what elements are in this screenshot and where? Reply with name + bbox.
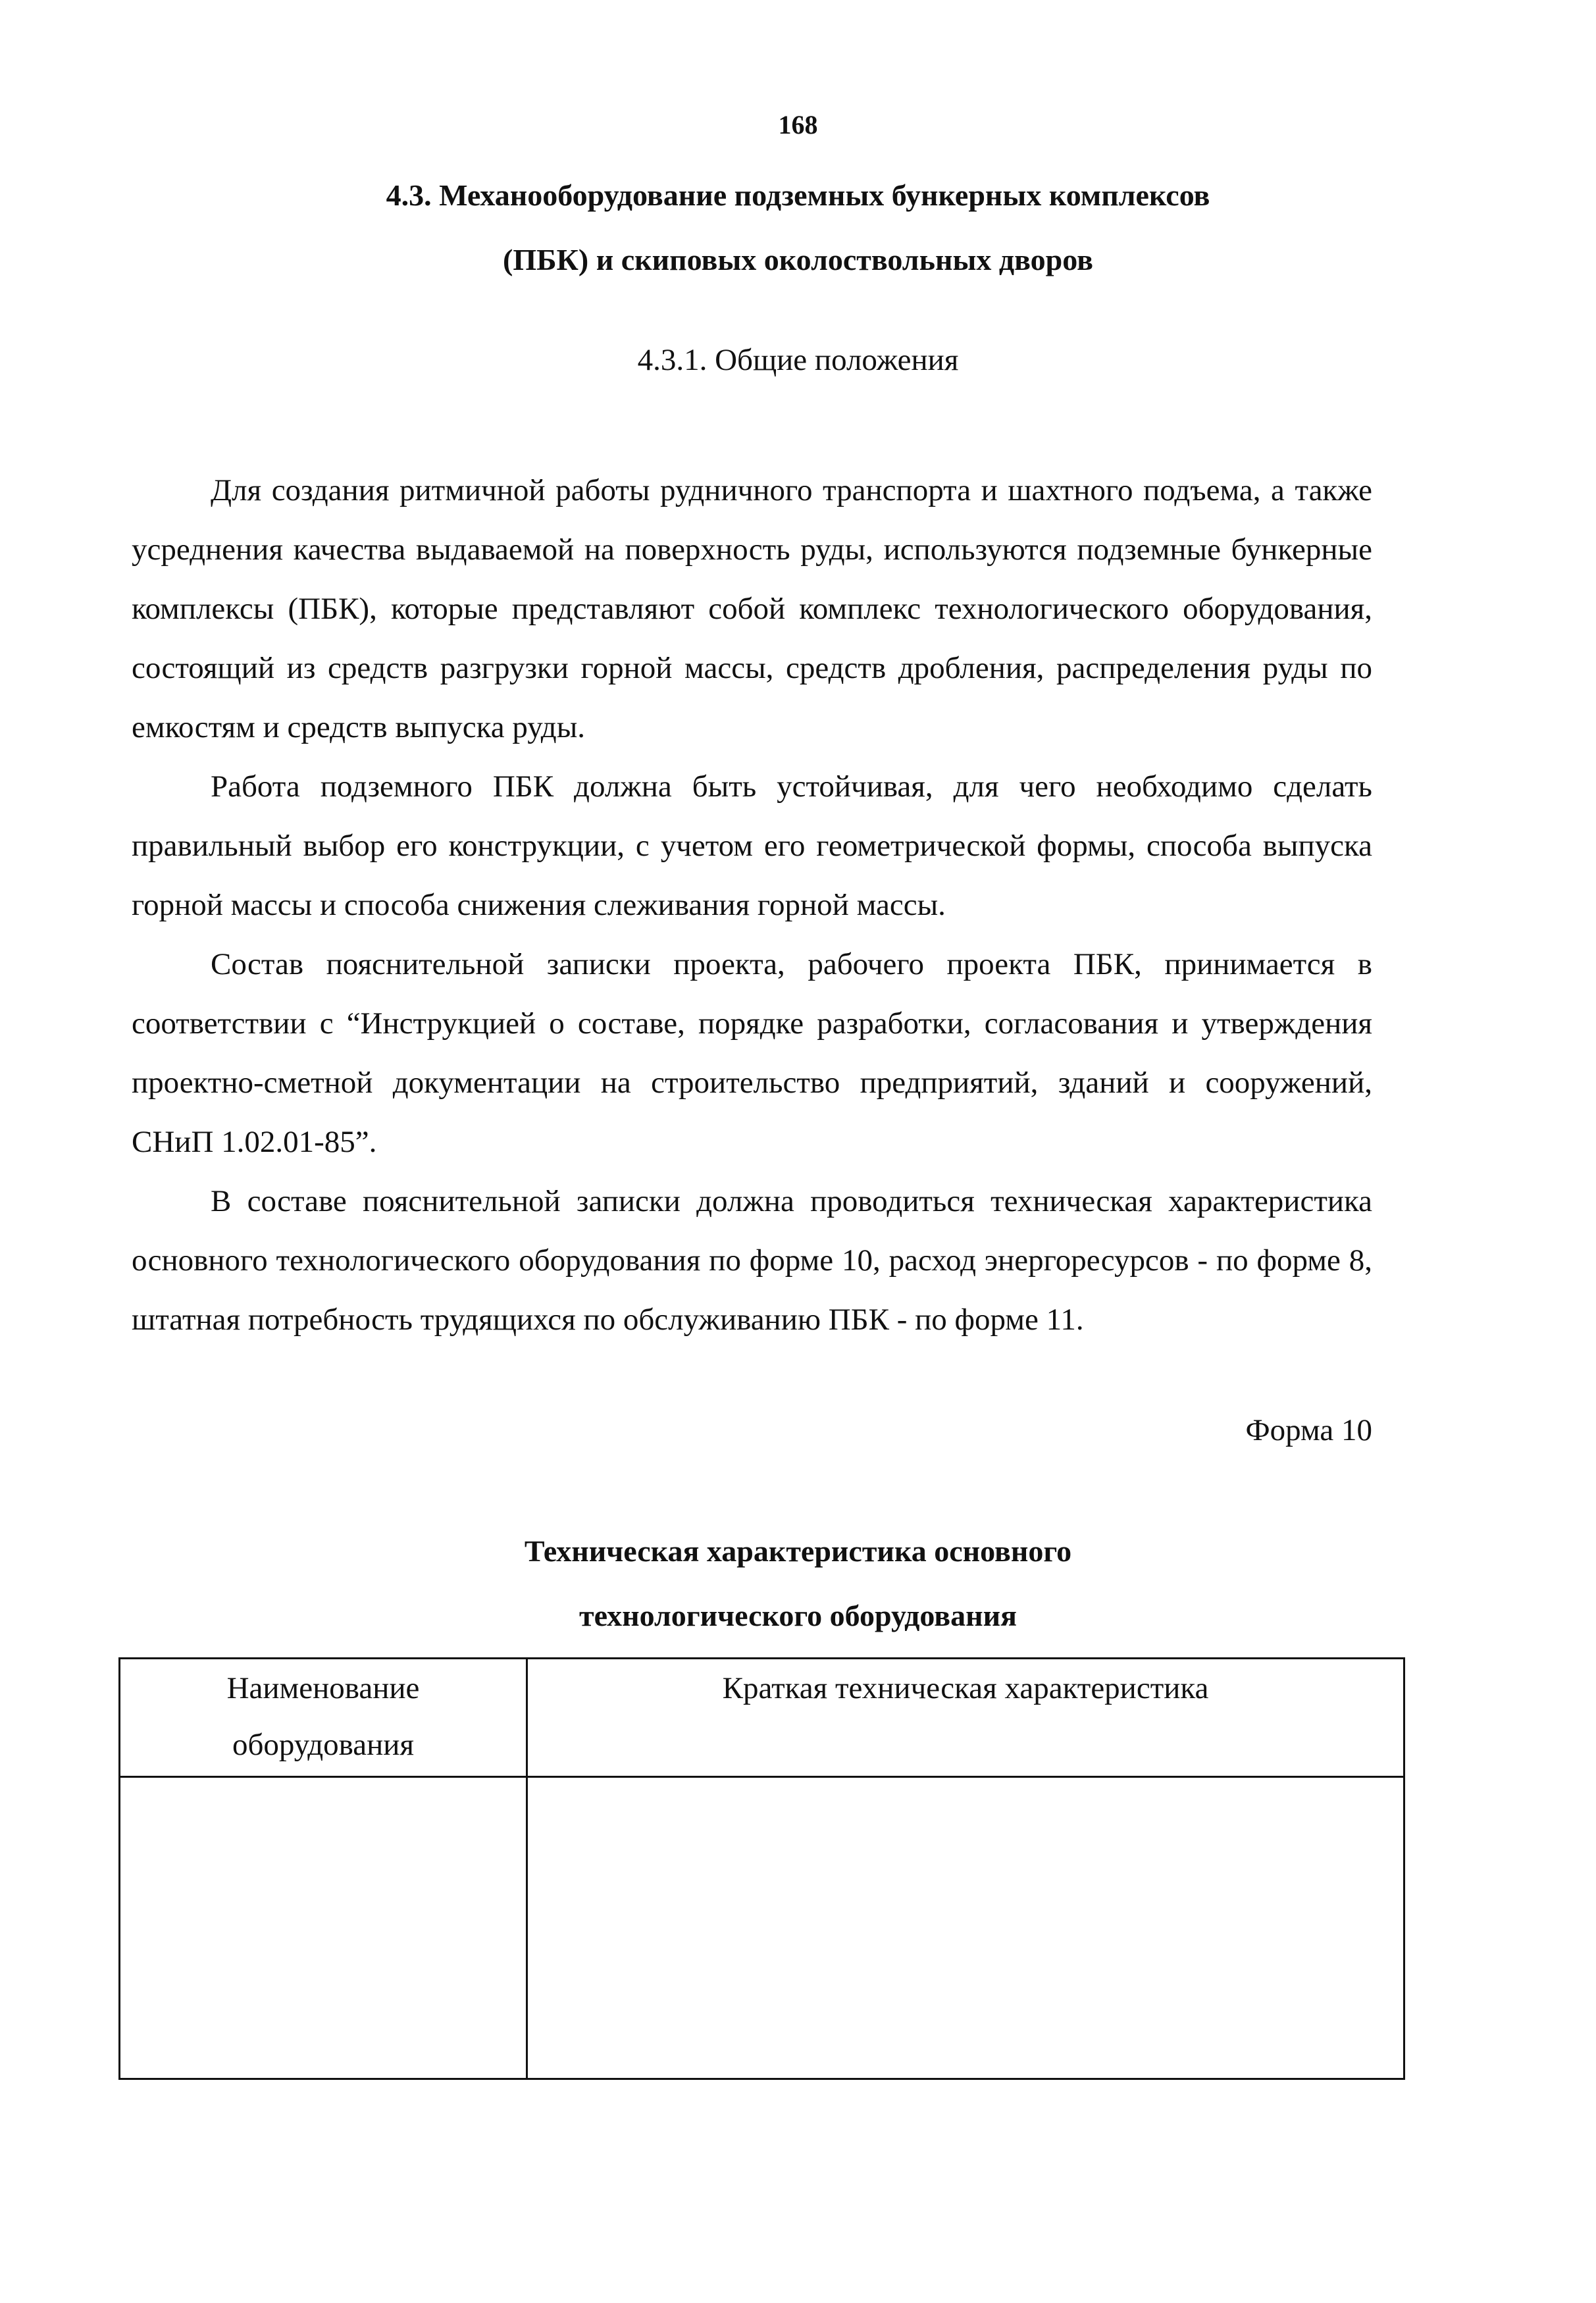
header-equipment-name <box>120 1659 527 1777</box>
subsection-heading: 4.3.1. Общие положения <box>637 343 959 377</box>
body-text <box>132 461 1372 1349</box>
page-number: 168 <box>778 110 818 140</box>
table-caption-line2: технологического оборудования <box>579 1599 1017 1632</box>
paragraph-4: В составе пояснительной записки должна проводиться техническая характеристика основного технологического оборудования по форме 10, расход энергоресурсов - по форме 8, штатная потребность трудящихся по обслуживанию ПБК - по форме 11. <box>132 1184 1372 1337</box>
table-caption <box>0 1519 1596 1648</box>
table-header-row <box>120 1659 1404 1777</box>
form-label: Форма 10 <box>1245 1413 1372 1447</box>
paragraph-1: Для создания ритмичной работы рудничного транспорта и шахтного подъема, а также усреднения качества выдаваемой на поверхность руды, используются подземные бункерные комплексы (ПБК), которые представляют собой комплекс технологического оборудования, состоящий из средств разгрузки горной массы, средств дробления, распределения руды по емкостям и средств выпуска руды. <box>132 473 1372 744</box>
table-row <box>120 1777 1404 2079</box>
equipment-spec-table <box>118 1657 1405 2080</box>
table-cell-equipment-name <box>120 1777 527 2079</box>
header-equipment-name-line1: Наименование <box>226 1671 420 1705</box>
section-heading <box>0 163 1596 292</box>
header-equipment-name-line2: оборудования <box>232 1728 415 1762</box>
section-heading-line1: 4.3. Механооборудование подземных бункерных комплексов <box>386 178 1210 212</box>
table-caption-line1: Техническая характеристика основного <box>524 1534 1072 1568</box>
header-brief-characteristics: Краткая техническая характеристика <box>527 1659 1404 1777</box>
table-cell-brief-characteristics <box>527 1777 1404 2079</box>
section-heading-line2: (ПБК) и скиповых околоствольных дворов <box>503 243 1093 276</box>
paragraph-3: Состав пояснительной записки проекта, рабочего проекта ПБК, принимается в соответствии с “Инструкцией о составе, порядке разработки, согласования и утверждения проектно-сметной документации на строительство предприятий, зданий и сооружений, СНиП 1.02.01-85”. <box>132 947 1372 1159</box>
paragraph-2: Работа подземного ПБК должна быть устойчивая, для чего необходимо сделать правильный выбор его конструкции, с учетом его геометрической формы, способа выпуска горной массы и способа снижения слеживания горной массы. <box>132 769 1372 922</box>
